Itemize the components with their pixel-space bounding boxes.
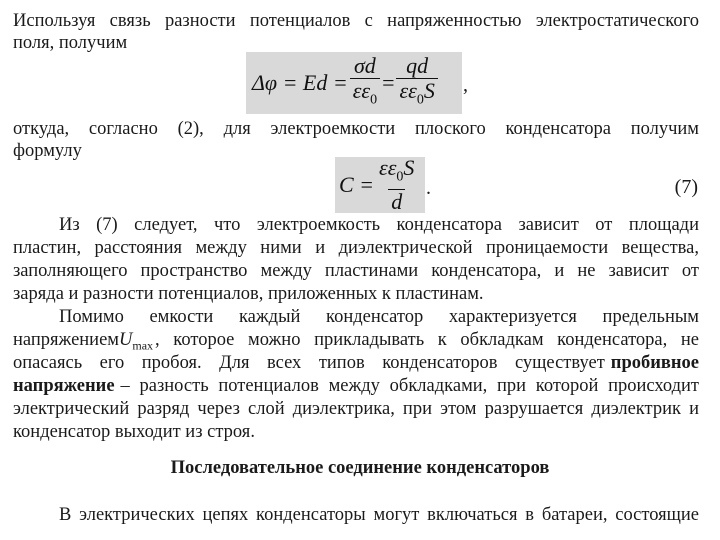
u-max-symbol: $U_{max}$ — [119, 330, 154, 353]
formula-1-fraction-1-denominator: $\varepsilon\varepsilon_0$ — [350, 78, 380, 112]
paragraph-5-line-1: В электрических цепях конденсаторы могут включаться в батареи, состоящие — [59, 505, 699, 525]
formula-2-denominator: d — [388, 189, 405, 214]
paragraph-3-line-1: Из (7) следует, что электроемкость конденсатора зависит от площади — [59, 215, 699, 235]
paragraph-4-line-6: конденсатор выходит из строя. — [13, 422, 255, 442]
paragraph-4-line-3-text: опасаясь его пробоя. Для всех типов конденсаторов существует — [13, 353, 605, 373]
paragraph-3-line-3: заполняющего пространство между пластинами конденсатора, и не зависит от — [13, 261, 699, 281]
paragraph-1-line-2: поля, получим — [13, 33, 128, 53]
paragraph-3-line-2: пластин, расстояния между ними и диэлектрической проницаемости вещества, — [13, 238, 699, 258]
paragraph-2-line-1: откуда, согласно (2), для электроемкости плоского конденсатора получим — [13, 119, 699, 139]
paragraph-4-line-2-start: напряжением — [13, 330, 119, 350]
formula-2-fraction — [376, 156, 417, 214]
formula-1-equals: = — [382, 70, 395, 95]
formula-1-trailing-comma: , — [463, 74, 468, 96]
formula-capacitance — [335, 154, 425, 215]
formula-1-fraction-1-numerator: σd — [353, 52, 376, 78]
breakdown-voltage-term-part-1: пробивное — [610, 353, 699, 373]
formula-1-fraction-2 — [396, 54, 437, 112]
formula-1-fraction-2-denominator: $\varepsilon\varepsilon_0S$ — [396, 78, 437, 112]
paragraph-2-line-2: формулу — [13, 141, 82, 161]
formula-1-fraction-2-numerator: qd — [406, 52, 429, 78]
paragraph-4-line-4 — [13, 374, 699, 398]
paragraph-4-line-3 — [13, 351, 699, 375]
paragraph-3-line-4: заряда и разности потенциалов, приложенных к пластинам. — [13, 284, 484, 304]
paragraph-4-line-2-end: , которое можно прикладывать к обкладкам конденсатора, не — [155, 330, 699, 350]
formula-2-lhs: C = — [339, 172, 375, 197]
paragraph-4-line-5: электрический разряд через слой диэлектрика, при этом разрушается диэлектрик и — [13, 399, 699, 419]
equation-number-7: (7) — [674, 176, 698, 198]
section-heading: Последовательное соединение конденсаторов — [170, 458, 550, 478]
paragraph-1-line-1: Используя связь разности потенциалов с напряженностью электростатического — [13, 11, 699, 31]
formula-1-fraction-1 — [350, 54, 380, 112]
formula-2-numerator: $\varepsilon\varepsilon_0S$ — [379, 154, 415, 185]
formula-1-lhs: Δφ = Ed = — [252, 70, 348, 95]
breakdown-voltage-term-part-2: напряжение — [13, 376, 115, 396]
formula-2-trailing-period: . — [426, 177, 431, 199]
formula-potential-difference — [246, 52, 462, 114]
paragraph-4-line-1: Помимо емкости каждый конденсатор характеризуется предельным — [59, 307, 699, 327]
paragraph-4-line-4-text: – разность потенциалов между обкладками, при которой происходит — [120, 376, 699, 396]
